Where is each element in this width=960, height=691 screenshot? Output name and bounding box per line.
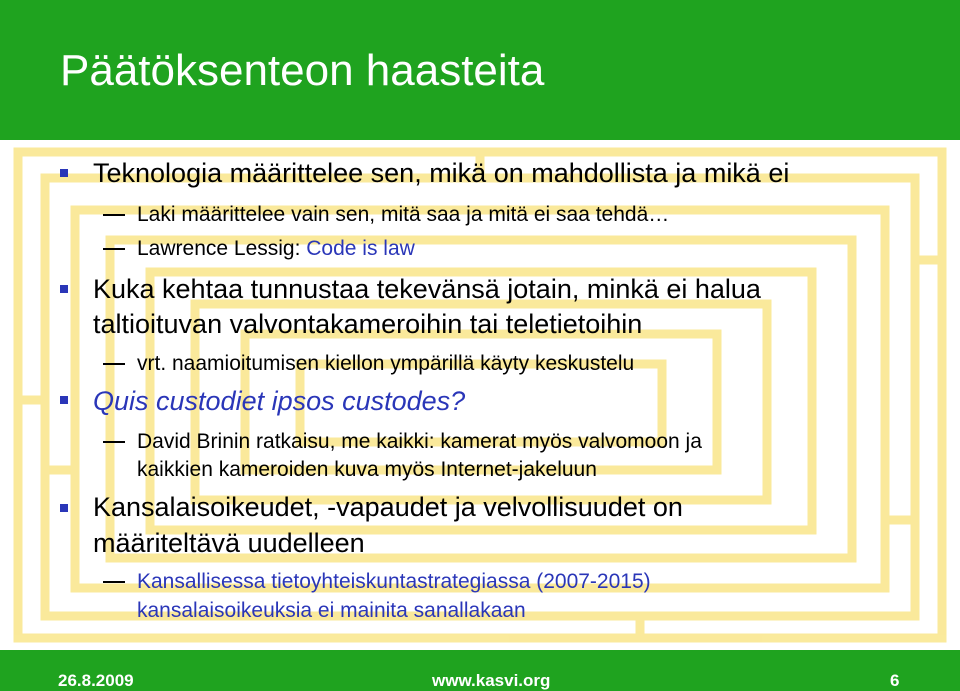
sub-bullet-5-line-1: Kansallisessa tietoyhteiskuntastrategiassa (2007-2015): [137, 570, 651, 593]
square-bullet-icon: [60, 285, 68, 293]
square-bullet-icon: [60, 504, 68, 512]
footer-date: 26.8.2009: [58, 671, 134, 690]
bullet-1: Teknologia määrittelee sen, mikä on mahdollista ja mikä ei: [93, 158, 790, 188]
bullet-3-quis-custodiet: Quis custodiet ipsos custodes?: [93, 386, 466, 416]
title-bar: [0, 0, 960, 140]
dash-bullet-icon: [103, 581, 125, 583]
sub-bullet-2-prefix: Lawrence Lessig:: [137, 237, 307, 260]
bullet-2-line-2: taltioituvan valvontakameroihin tai teletietoihin: [93, 309, 643, 339]
sub-bullet-5-line-2: kansalaisoikeuksia ei mainita sanallakaan: [137, 599, 526, 622]
code-is-law-link: Code is law: [306, 237, 415, 260]
footer-url[interactable]: www.kasvi.org: [432, 671, 551, 690]
bullet-4-line-2: määriteltävä uudelleen: [93, 528, 365, 558]
slide-content: [0, 140, 960, 650]
dash-bullet-icon: [103, 363, 125, 365]
dash-bullet-icon: [103, 214, 125, 216]
sub-bullet-1: Laki määrittelee vain sen, mitä saa ja mitä ei saa tehdä…: [137, 203, 670, 226]
sub-bullet-4-line-1: David Brinin ratkaisu, me kaikki: kamerat myös valvomoon ja: [137, 430, 702, 453]
bullet-4-line-1: Kansalaisoikeudet, -vapaudet ja velvollisuudet on: [93, 492, 683, 522]
sub-bullet-4-line-2: kaikkien kameroiden kuva myös Internet-jakeluun: [137, 458, 597, 481]
dash-bullet-icon: [103, 441, 125, 443]
square-bullet-icon: [60, 396, 68, 404]
bullet-2-line-1: Kuka kehtaa tunnustaa tekevänsä jotain, minkä ei halua: [93, 274, 761, 304]
square-bullet-icon: [60, 169, 68, 177]
sub-bullet-2: [137, 234, 415, 263]
footer-page-number: 6: [890, 671, 900, 690]
sub-bullet-3: vrt. naamioitumisen kiellon ympärillä käyty keskustelu: [137, 352, 635, 375]
footer-bar: [0, 650, 960, 691]
slide-title: Päätöksenteon haasteita: [60, 46, 545, 95]
dash-bullet-icon: [103, 248, 125, 250]
